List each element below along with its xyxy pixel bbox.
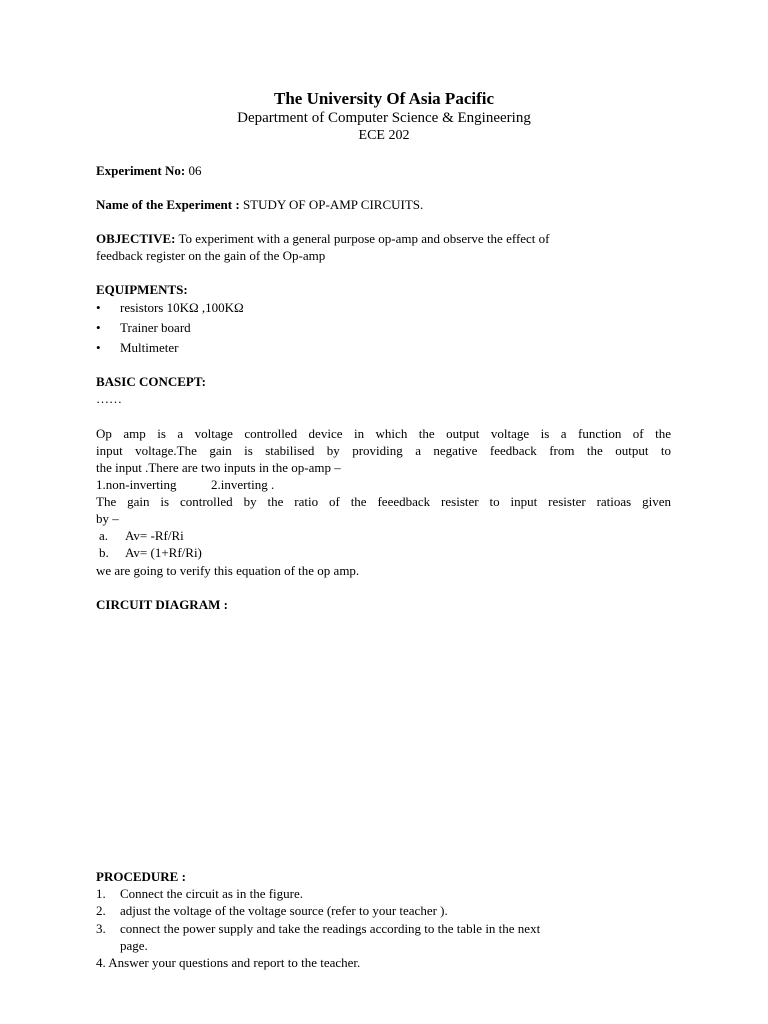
- experiment-number-line: [96, 162, 201, 179]
- concept-paragraph-line: Op amp is a voltage controlled device in which the output voltage is a function of the: [96, 426, 671, 441]
- procedure-step-number: 1.: [96, 886, 106, 901]
- equation-label: a.: [99, 528, 109, 543]
- bullet-icon: •: [96, 300, 101, 315]
- basic-concept-ellipsis: ……: [96, 391, 122, 406]
- objective-line-2: feedback register on the gain of the Op-amp: [96, 248, 326, 263]
- procedure-label: PROCEDURE :: [96, 869, 186, 884]
- objective-text-1: To experiment with a general purpose op-amp and observe the effect of: [178, 231, 550, 246]
- input-non-inverting: 1.non-inverting: [96, 477, 177, 492]
- list-item: [96, 920, 540, 937]
- procedure-step-text: adjust the voltage of the voltage source (refer to your teacher ).: [120, 903, 448, 918]
- experiment-name-line: [96, 196, 423, 213]
- equipment-item-text: resistors 10KΩ ,100KΩ: [120, 300, 244, 315]
- equation-text: Av= -Rf/Ri: [125, 528, 184, 543]
- bullet-icon: •: [96, 340, 101, 355]
- experiment-name-value: STUDY OF OP-AMP CIRCUITS.: [242, 197, 424, 212]
- university-title: The University Of Asia Pacific: [273, 89, 495, 108]
- objective-line-1: [96, 230, 550, 247]
- equipment-item-text: Trainer board: [120, 320, 191, 335]
- objective-label: OBJECTIVE:: [96, 231, 176, 246]
- bullet-icon: •: [96, 320, 101, 335]
- concept-closing-line: we are going to verify this equation of the op amp.: [96, 563, 360, 578]
- procedure-step-number: 2.: [96, 903, 106, 918]
- equation-item: [99, 527, 184, 544]
- op-amp-inputs-line: [96, 476, 274, 493]
- equipment-item-text: Multimeter: [120, 340, 179, 355]
- procedure-step-text: Connect the circuit as in the figure.: [120, 886, 304, 901]
- experiment-number-value: 06: [188, 163, 202, 178]
- list-item: [96, 885, 303, 902]
- equation-item: [99, 544, 202, 561]
- procedure-step-continued: page.: [120, 938, 148, 953]
- gain-paragraph-line: by –: [96, 511, 119, 526]
- circuit-diagram-label: CIRCUIT DIAGRAM :: [96, 597, 228, 612]
- equation-text: Av= (1+Rf/Ri): [125, 545, 202, 560]
- concept-paragraph-line: the input .There are two inputs in the op-amp –: [96, 460, 341, 475]
- list-item: [96, 319, 191, 336]
- list-item: [96, 299, 244, 316]
- basic-concept-label: BASIC CONCEPT:: [96, 374, 206, 389]
- list-item: [96, 339, 179, 356]
- equipments-label: EQUIPMENTS:: [96, 282, 188, 297]
- procedure-step-number: 3.: [96, 921, 106, 936]
- input-inverting: 2.inverting .: [211, 477, 275, 492]
- concept-paragraph-line: input voltage.The gain is stabilised by providing a negative feedback from the output to: [96, 443, 671, 458]
- procedure-step-text: connect the power supply and take the readings according to the table in the next: [120, 921, 541, 936]
- list-item: [96, 902, 448, 919]
- experiment-name-label: Name of the Experiment :: [96, 197, 240, 212]
- gain-paragraph-line: The gain is controlled by the ratio of the feeedback resister to input resister ratioas given: [96, 494, 671, 509]
- experiment-number-label: Experiment No:: [96, 163, 186, 178]
- procedure-step-4: 4. Answer your questions and report to the teacher.: [96, 955, 361, 970]
- department-name: Department of Computer Science & Engineering: [237, 110, 531, 126]
- equation-label: b.: [99, 545, 109, 560]
- course-code: ECE 202: [358, 128, 410, 143]
